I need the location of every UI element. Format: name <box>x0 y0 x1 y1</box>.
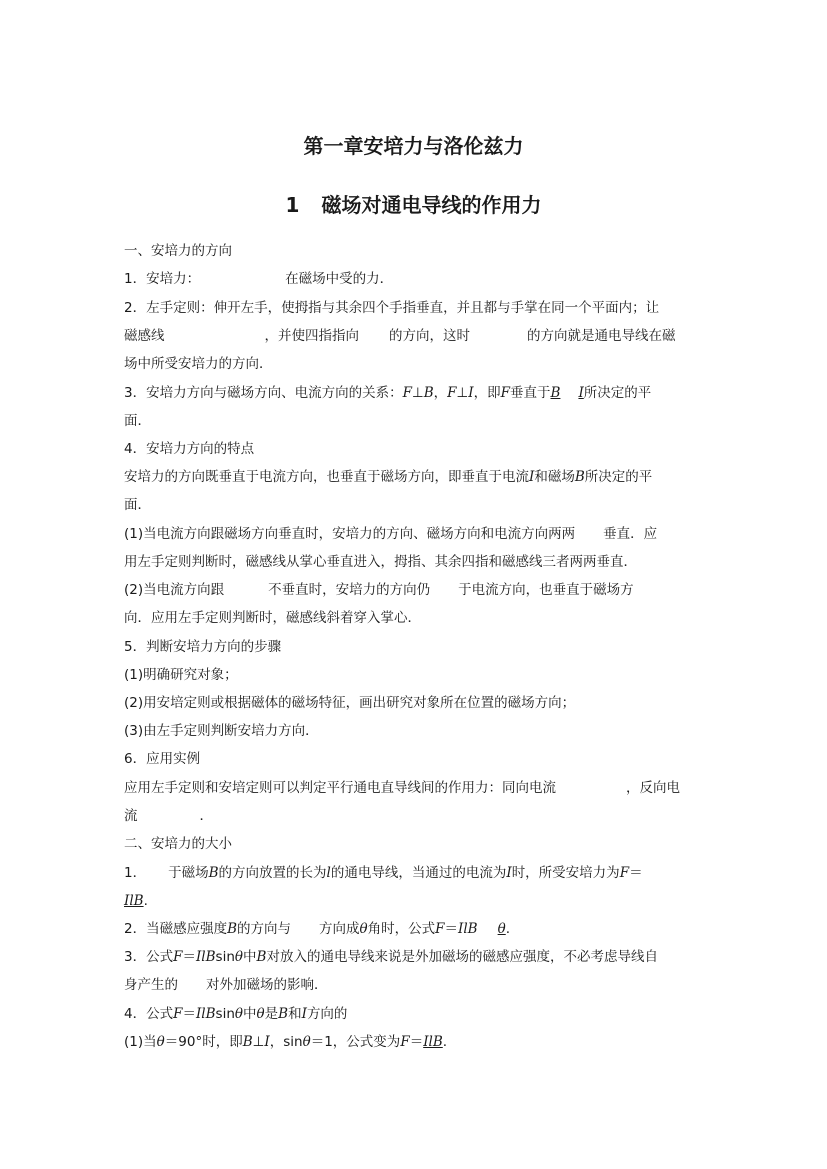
para-mag-4-1: (1)当θ＝90°时，即B⊥I，sinθ＝1，公式变为F＝IlB. <box>124 1034 448 1050</box>
para-mag-3-line-2: 身产生的 对外加磁场的影响． <box>124 977 328 993</box>
heading-magnitude: 二、安培力的大小 <box>124 836 232 852</box>
heading-5: 5．判断安培力方向的步骤 <box>124 639 282 655</box>
para-4-2-line-1: (2)当电流方向跟 不垂直时，安培力的方向仍 于电流方向，也垂直于磁场方 <box>124 582 634 598</box>
heading-direction: 一、安培力的方向 <box>124 243 232 259</box>
para-mag-1-line-2: IlB. <box>124 893 148 909</box>
section-title-text: 磁场对通电导线的作用力 <box>321 193 542 217</box>
heading-4: 4．安培力方向的特点 <box>124 441 255 457</box>
chapter-title: 第一章安培力与洛伦兹力 <box>303 134 524 158</box>
section-number: 1 <box>285 193 300 217</box>
para-mag-1-line-1: 1． 于磁场B的方向放置的长为l的通电导线，当通过的电流为I时，所受安培力为F＝ <box>124 865 643 881</box>
para-4-1-line-2: 用左手定则判断时，磁感线从掌心垂直进入，拇指、其余四指和磁感线三者两两垂直． <box>124 554 637 570</box>
para-6-line-2: 流 ． <box>124 808 213 824</box>
para-mag-3-line-1: 3．公式F＝IlBsinθ中B对放入的通电导线来说是外加磁场的磁感应强度，不必考虑导线自 <box>124 949 658 965</box>
para-mag-2: 2．当磁感应强度B的方向与 方向成θ角时，公式F＝IlB θ. <box>124 921 511 937</box>
para-6-line-1: 应用左手定则和安培定则可以判定平行通电直导线间的作用力：同向电流 ，反向电 <box>124 780 680 796</box>
step-3: (3)由左手定则判断安培力方向． <box>124 723 319 739</box>
para-4-line-1: 安培力的方向既垂直于电流方向，也垂直于磁场方向，即垂直于电流I和磁场B所决定的平 <box>124 469 653 485</box>
para-4-2-line-2: 向．应用左手定则判断时，磁感线斜着穿入掌心． <box>124 610 421 626</box>
step-2: (2)用安培定则或根据磁体的磁场特征，画出研究对象所在位置的磁场方向； <box>124 695 576 711</box>
para-3-line-1: 3．安培力方向与磁场方向、电流方向的关系：F⊥B，F⊥I，即F垂直于B I所决定的平 <box>124 385 652 401</box>
step-1: (1)明确研究对象； <box>124 667 238 683</box>
para-2-line-2: 磁感线 ，并使四指指向 的方向，这时 的方向就是通电导线在磁 <box>124 328 676 344</box>
para-2-line-1: 2．左手定则：伸开左手，使拇指与其余四个手指垂直，并且都与手掌在同一个平面内；让 <box>124 300 660 316</box>
para-3-line-2: 面． <box>124 413 151 429</box>
para-1: 1．安培力： 在磁场中受的力． <box>124 271 394 287</box>
para-mag-4: 4．公式F＝IlBsinθ中θ是B和I方向的 <box>124 1006 348 1022</box>
heading-6: 6．应用实例 <box>124 751 201 767</box>
section-title <box>0 189 827 218</box>
para-4-line-2: 面． <box>124 497 151 513</box>
para-2-line-3: 场中所受安培力的方向． <box>124 356 273 372</box>
para-4-1-line-1: (1)当电流方向跟磁场方向垂直时，安培力的方向、磁场方向和电流方向两两 垂直．应 <box>124 526 658 542</box>
